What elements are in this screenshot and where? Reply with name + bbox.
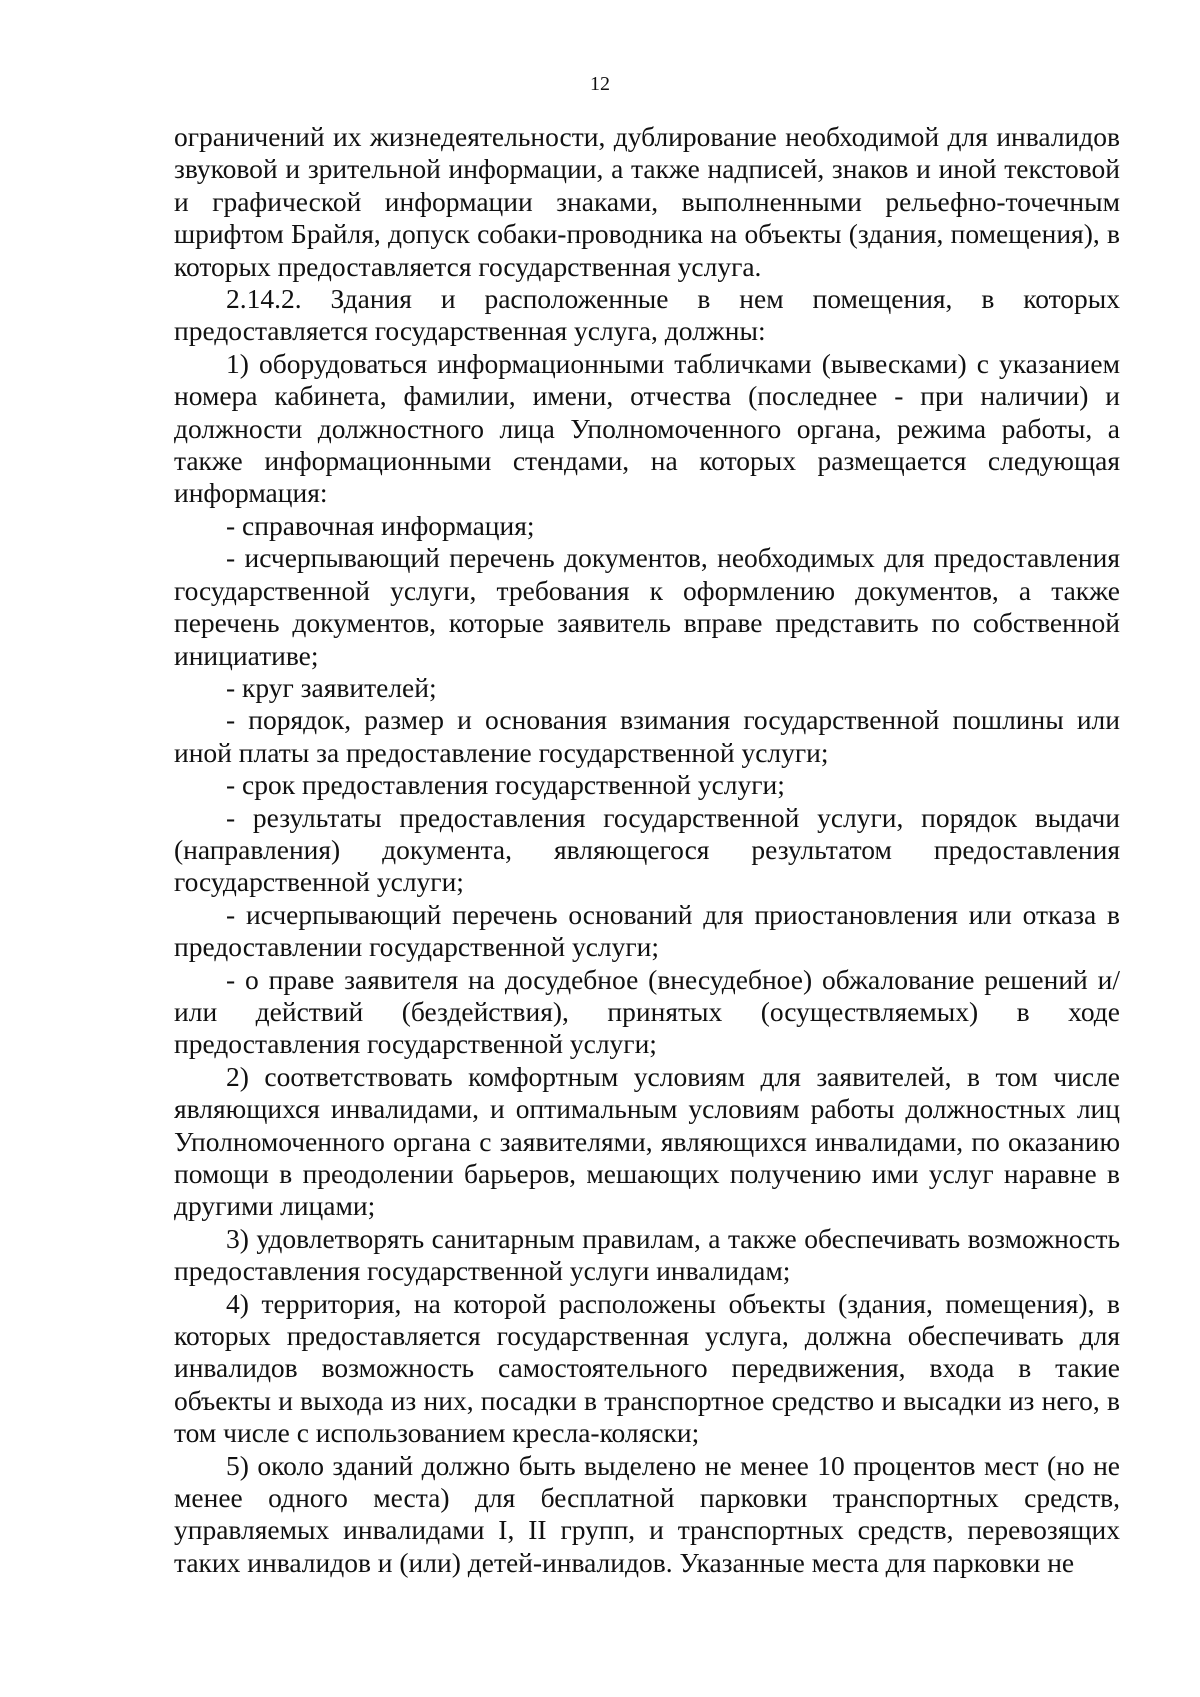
list-item-reference-info: - справочная информация;	[226, 509, 535, 541]
list-item-applicants: - круг заявителей;	[226, 671, 437, 703]
paragraph-continuation: ограничений их жизнедеятельности, дублирование необходимой для инвалидов звуковой и зрительной информации, а также надписей, знаков и иной текстовой и графической информации знаками, выполненными рельефно-точечным шрифтом Брайля, допуск собаки-проводника на объекты (здания, помещения), в которых предоставляется государственная услуга.	[174, 121, 1120, 282]
paragraph-section-2-14-2: 2.14.2. Здания и расположенные в нем помещения, в которых предоставляется государственная услуга, должны:	[174, 283, 1120, 347]
paragraph-item-2: 2) соответствовать комфортным условиям для заявителей, в том числе являющихся инвалидами, и оптимальным условиям работы должностных лиц Уполномоченного органа с заявителями, являющихся инвалидами, по оказанию помощи в преодолении барьеров, мешающих получению ими услуг наравне в другими лицами;	[174, 1060, 1120, 1222]
list-item-results: - результаты предоставления государственной услуги, порядок выдачи (направления) документа, являющегося результатом предоставления государственной услуги;	[174, 801, 1120, 898]
list-item-refusal-grounds: - исчерпывающий перечень оснований для приостановления или отказа в предоставлении государственной услуги;	[174, 898, 1120, 963]
paragraph-item-3: 3) удовлетворять санитарным правилам, а также обеспечивать возможность предоставления государственной услуги инвалидам;	[174, 1222, 1120, 1287]
page-number: 12	[590, 73, 610, 95]
list-item-appeal-right: - о праве заявителя на досудебное (внесудебное) обжалование решений и/или действий (бездействия), принятых (осуществляемых) в ходе предоставления государственной услуги;	[174, 963, 1120, 1060]
list-item-fees: - порядок, размер и основания взимания государственной пошлины или иной платы за предоставление государственной услуги;	[174, 704, 1120, 768]
paragraph-item-1: 1) оборудоваться информационными табличками (вывесками) с указанием номера кабинета, фамилии, имени, отчества (последнее - при наличии) и должности должностного лица Уполномоченного органа, режима работы, а также информационными стендами, на которых размещается следующая информация:	[174, 347, 1120, 509]
document-body	[174, 121, 1120, 1579]
paragraph-item-5: 5) около зданий должно быть выделено не менее 10 процентов мест (но не менее одного места) для бесплатной парковки транспортных средств, управляемых инвалидами I, II групп, и транспортных средств, перевозящих таких инвалидов и (или) детей-инвалидов. Указанные места для парковки не	[174, 1449, 1120, 1578]
paragraph-item-4: 4) территория, на которой расположены объекты (здания, помещения), в которых предоставляется государственная услуга, должна обеспечивать для инвалидов возможность самостоятельного передвижения, входа в такие объекты и выхода из них, посадки в транспортное средство и высадки из него, в том числе с использованием кресла-коляски;	[174, 1287, 1120, 1449]
list-item-documents: - исчерпывающий перечень документов, необходимых для предоставления государственной услуги, требования к оформлению документов, а также перечень документов, которые заявитель вправе представить по собственной инициативе;	[174, 542, 1120, 671]
list-item-term: - срок предоставления государственной услуги;	[226, 769, 785, 801]
